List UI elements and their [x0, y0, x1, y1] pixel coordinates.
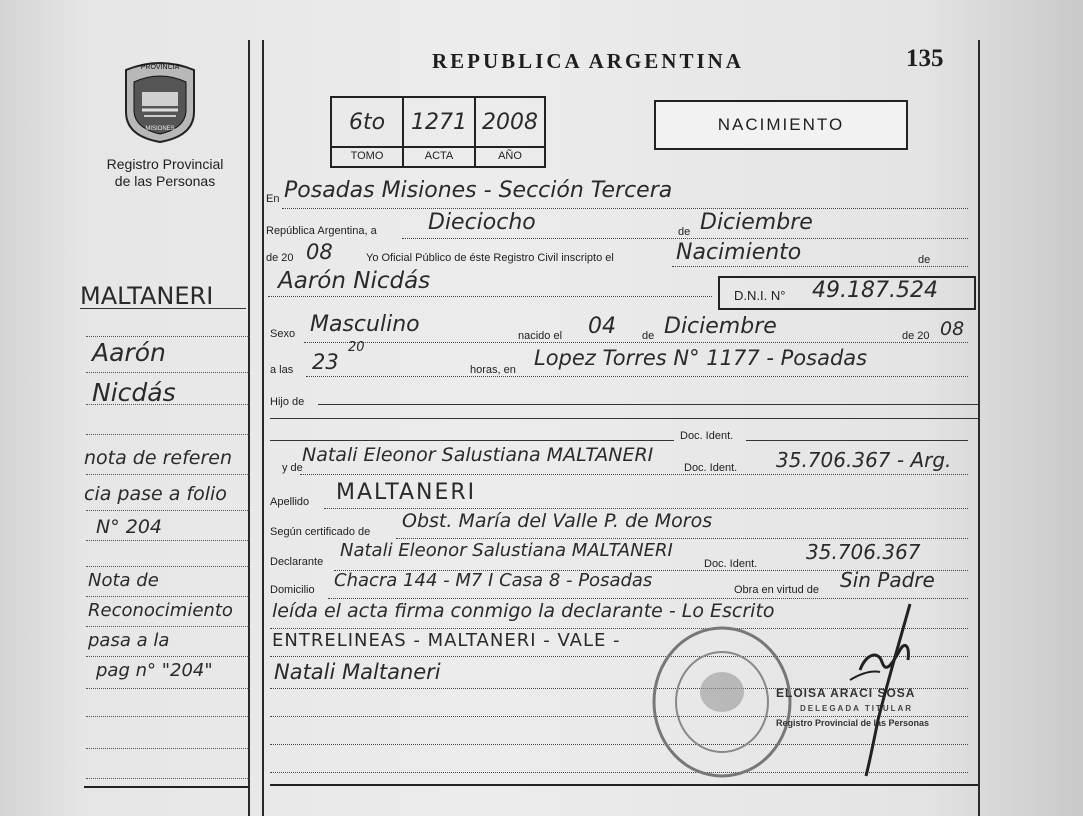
hour-value: 23	[312, 350, 339, 374]
tomo-label: TOMO	[350, 150, 384, 162]
birth-year-label: de 20	[902, 330, 930, 342]
domicilio-label: Domicilio	[270, 584, 315, 596]
sexo-label: Sexo	[270, 328, 296, 340]
note1-line3: N° 204	[96, 516, 163, 538]
birth-day-value: 04	[588, 314, 616, 339]
registry-name	[82, 156, 248, 190]
official-round-stamp-icon	[650, 624, 794, 780]
year-label: de 20	[266, 252, 294, 264]
de-label: de	[678, 226, 691, 238]
right-frame-line	[978, 40, 980, 816]
certificado-label: Según certificado de	[270, 526, 371, 538]
birth-month-value: Diciembre	[664, 314, 777, 339]
seal-top-text: PROVINCIA	[140, 64, 180, 71]
obra-label: Obra en virtud de	[734, 584, 819, 596]
record-number-box	[330, 96, 546, 168]
declarant-signature: Natali Maltaneri	[274, 660, 441, 684]
note2-line1: Nota de	[88, 570, 159, 591]
acta-value: 1271	[411, 110, 467, 135]
dni-value: 49.187.524	[812, 278, 938, 303]
minutes-value: 20	[348, 340, 365, 355]
official-role: DELEGADA TITULAR	[800, 704, 914, 713]
dni-box	[718, 276, 976, 310]
province-seal-icon	[116, 52, 204, 144]
nacido-label: nacido el	[518, 330, 563, 342]
note2-line3: pasa a la	[88, 630, 170, 651]
place-registry-value: Posadas Misiones - Sección Tercera	[284, 178, 673, 203]
anio-label: AÑO	[498, 150, 522, 162]
margin-given-name-2: Nicdás	[92, 378, 176, 407]
note1-line1: nota de referen	[84, 447, 233, 469]
alas-label: a las	[270, 364, 294, 376]
obra-value: Sin Padre	[840, 568, 935, 592]
closing-statement: leída el acta firma conmigo la declarante - Lo Escrito	[272, 600, 775, 622]
birth-year-suffix: 08	[940, 318, 965, 340]
yde-label: y de	[282, 462, 303, 474]
mother-doc-label: Doc. Ident.	[684, 462, 738, 474]
republica-label: República Argentina, a	[266, 225, 377, 237]
sexo-value: Masculino	[310, 312, 420, 337]
year-suffix: 08	[306, 240, 333, 264]
note2-line4: pag n° "204"	[96, 660, 213, 681]
page-title: REPUBLICA ARGENTINA	[432, 49, 744, 73]
record-type-box: NACIMIENTO	[654, 100, 908, 150]
apellido-label: Apellido	[270, 496, 310, 508]
folio-number: 135	[906, 45, 944, 72]
margin-given-name-1: Aarón	[92, 338, 166, 367]
seal-bottom-text: MISIONES	[145, 126, 175, 132]
mother-doc-value: 35.706.367 - Arg.	[776, 448, 952, 472]
oficial-label: Yo Oficial Público de éste Registro Civil inscripto el	[366, 252, 614, 264]
registry-name-line2: de las Personas	[114, 173, 216, 189]
horas-label: horas, en	[470, 364, 516, 376]
entrelineas-note: ENTRELINEAS - MALTANERI - VALE -	[272, 630, 621, 651]
margin-note-reference	[84, 440, 232, 542]
day-value: Dieciocho	[428, 210, 536, 235]
en-label: En	[266, 193, 280, 205]
child-name-value: Aarón Nicdás	[278, 268, 431, 294]
inscripto-value: Nacimiento	[676, 240, 802, 265]
de-month-label: de	[642, 330, 655, 342]
domicilio-value: Chacra 144 - M7 I Casa 8 - Posadas	[334, 570, 653, 591]
declarante-doc-value: 35.706.367	[806, 540, 921, 564]
mother-value: Natali Eleonor Salustiana MALTANERI	[302, 444, 654, 466]
month-value: Diciembre	[700, 210, 813, 235]
registry-name-line1: Registro Provincial	[106, 156, 224, 172]
de-end-label: de	[918, 254, 931, 266]
birth-place-value: Lopez Torres N° 1177 - Posadas	[534, 346, 868, 370]
apellido-value: MALTANERI	[336, 480, 477, 505]
note1-line2: cia pase a folio	[84, 483, 227, 505]
hijo-label: Hijo de	[270, 396, 305, 408]
certificado-value: Obst. María del Valle P. de Moros	[402, 510, 713, 532]
dni-label: D.N.I. N°	[734, 288, 786, 303]
margin-surname: MALTANERI	[80, 282, 214, 310]
declarante-label: Declarante	[270, 556, 324, 568]
anio-value: 2008	[482, 110, 538, 135]
official-name: ELOISA ARACI SOSA	[776, 686, 916, 700]
left-frame-line	[248, 40, 250, 816]
official-signature-icon	[830, 600, 940, 780]
acta-label: ACTA	[424, 150, 454, 162]
note2-line2: Reconocimiento	[88, 600, 233, 621]
tomo-value: 6to	[348, 110, 386, 135]
official-office: Registro Provincial de las Personas	[776, 718, 930, 728]
inner-frame-line	[262, 40, 264, 816]
declarante-doc-label: Doc. Ident.	[704, 558, 758, 570]
father-doc-label: Doc. Ident.	[680, 430, 734, 442]
declarante-value: Natali Eleonor Salustiana MALTANERI	[340, 540, 673, 561]
